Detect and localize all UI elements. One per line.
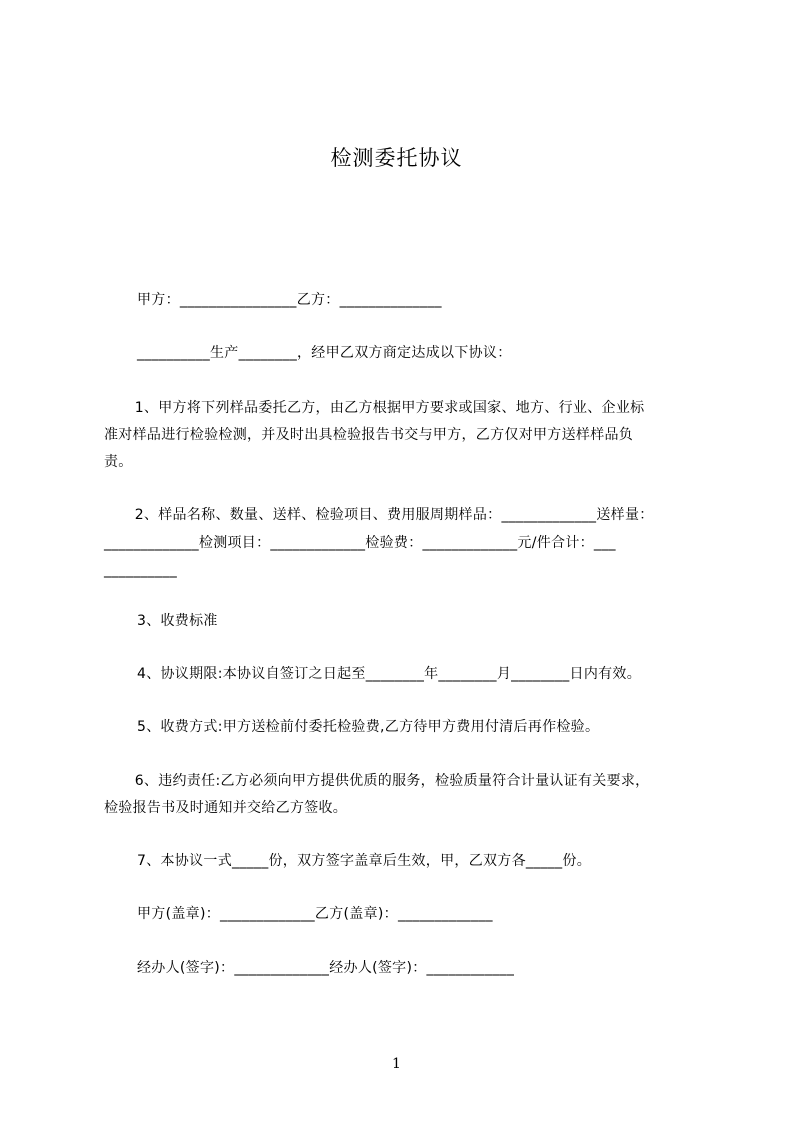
signature-line: 经办人(签字)：_____________经办人(签字)：____________ — [137, 960, 515, 976]
seal-line: 甲方(盖章)：_____________乙方(盖章)：_____________ — [137, 906, 493, 922]
clause-4: 4、协议期限:本协议自签订之日起至________年________月________日内有效。 — [137, 666, 642, 682]
production-line: __________生产________，经甲乙双方商定达成以下协议： — [137, 345, 512, 361]
document-title: 检测委托协议 — [330, 146, 463, 170]
page-number: 1 — [392, 1056, 401, 1072]
clause-1-line-3: 责。 — [104, 454, 133, 470]
clause-6-line-1: 6、违约责任:乙方必须向甲方提供优质的服务，检验质量符合计量认证有关要求， — [130, 773, 650, 789]
clause-1-line-1: 1、甲方将下列样品委托乙方，由乙方根据甲方要求或国家、地方、行业、企业标 — [130, 400, 645, 416]
clause-6-line-2: 检验报告书及时通知并交给乙方签收。 — [104, 800, 348, 816]
clause-5: 5、收费方式:甲方送检前付委托检验费,乙方待甲方费用付清后再作检验。 — [137, 719, 600, 735]
clause-2-line-1: 2、样品名称、数量、送样、检验项目、费用服周期样品：_____________送样量： — [130, 507, 654, 523]
clause-1-line-2: 准对样品进行检验检测，并及时出具检验报告书交与甲方，乙方仅对甲方送样样品负 — [104, 427, 634, 443]
clause-2-line-2: _____________检测项目：_____________检验费：_____________元/件合计：___ — [104, 535, 616, 551]
party-line: 甲方：________________乙方：______________ — [137, 292, 442, 308]
clause-7: 7、本协议一式_____份，双方签字盖章后生效，甲，乙双方各_____份。 — [137, 853, 592, 869]
clause-3: 3、收费标准 — [137, 613, 218, 629]
clause-2-line-3: __________ — [104, 562, 177, 578]
